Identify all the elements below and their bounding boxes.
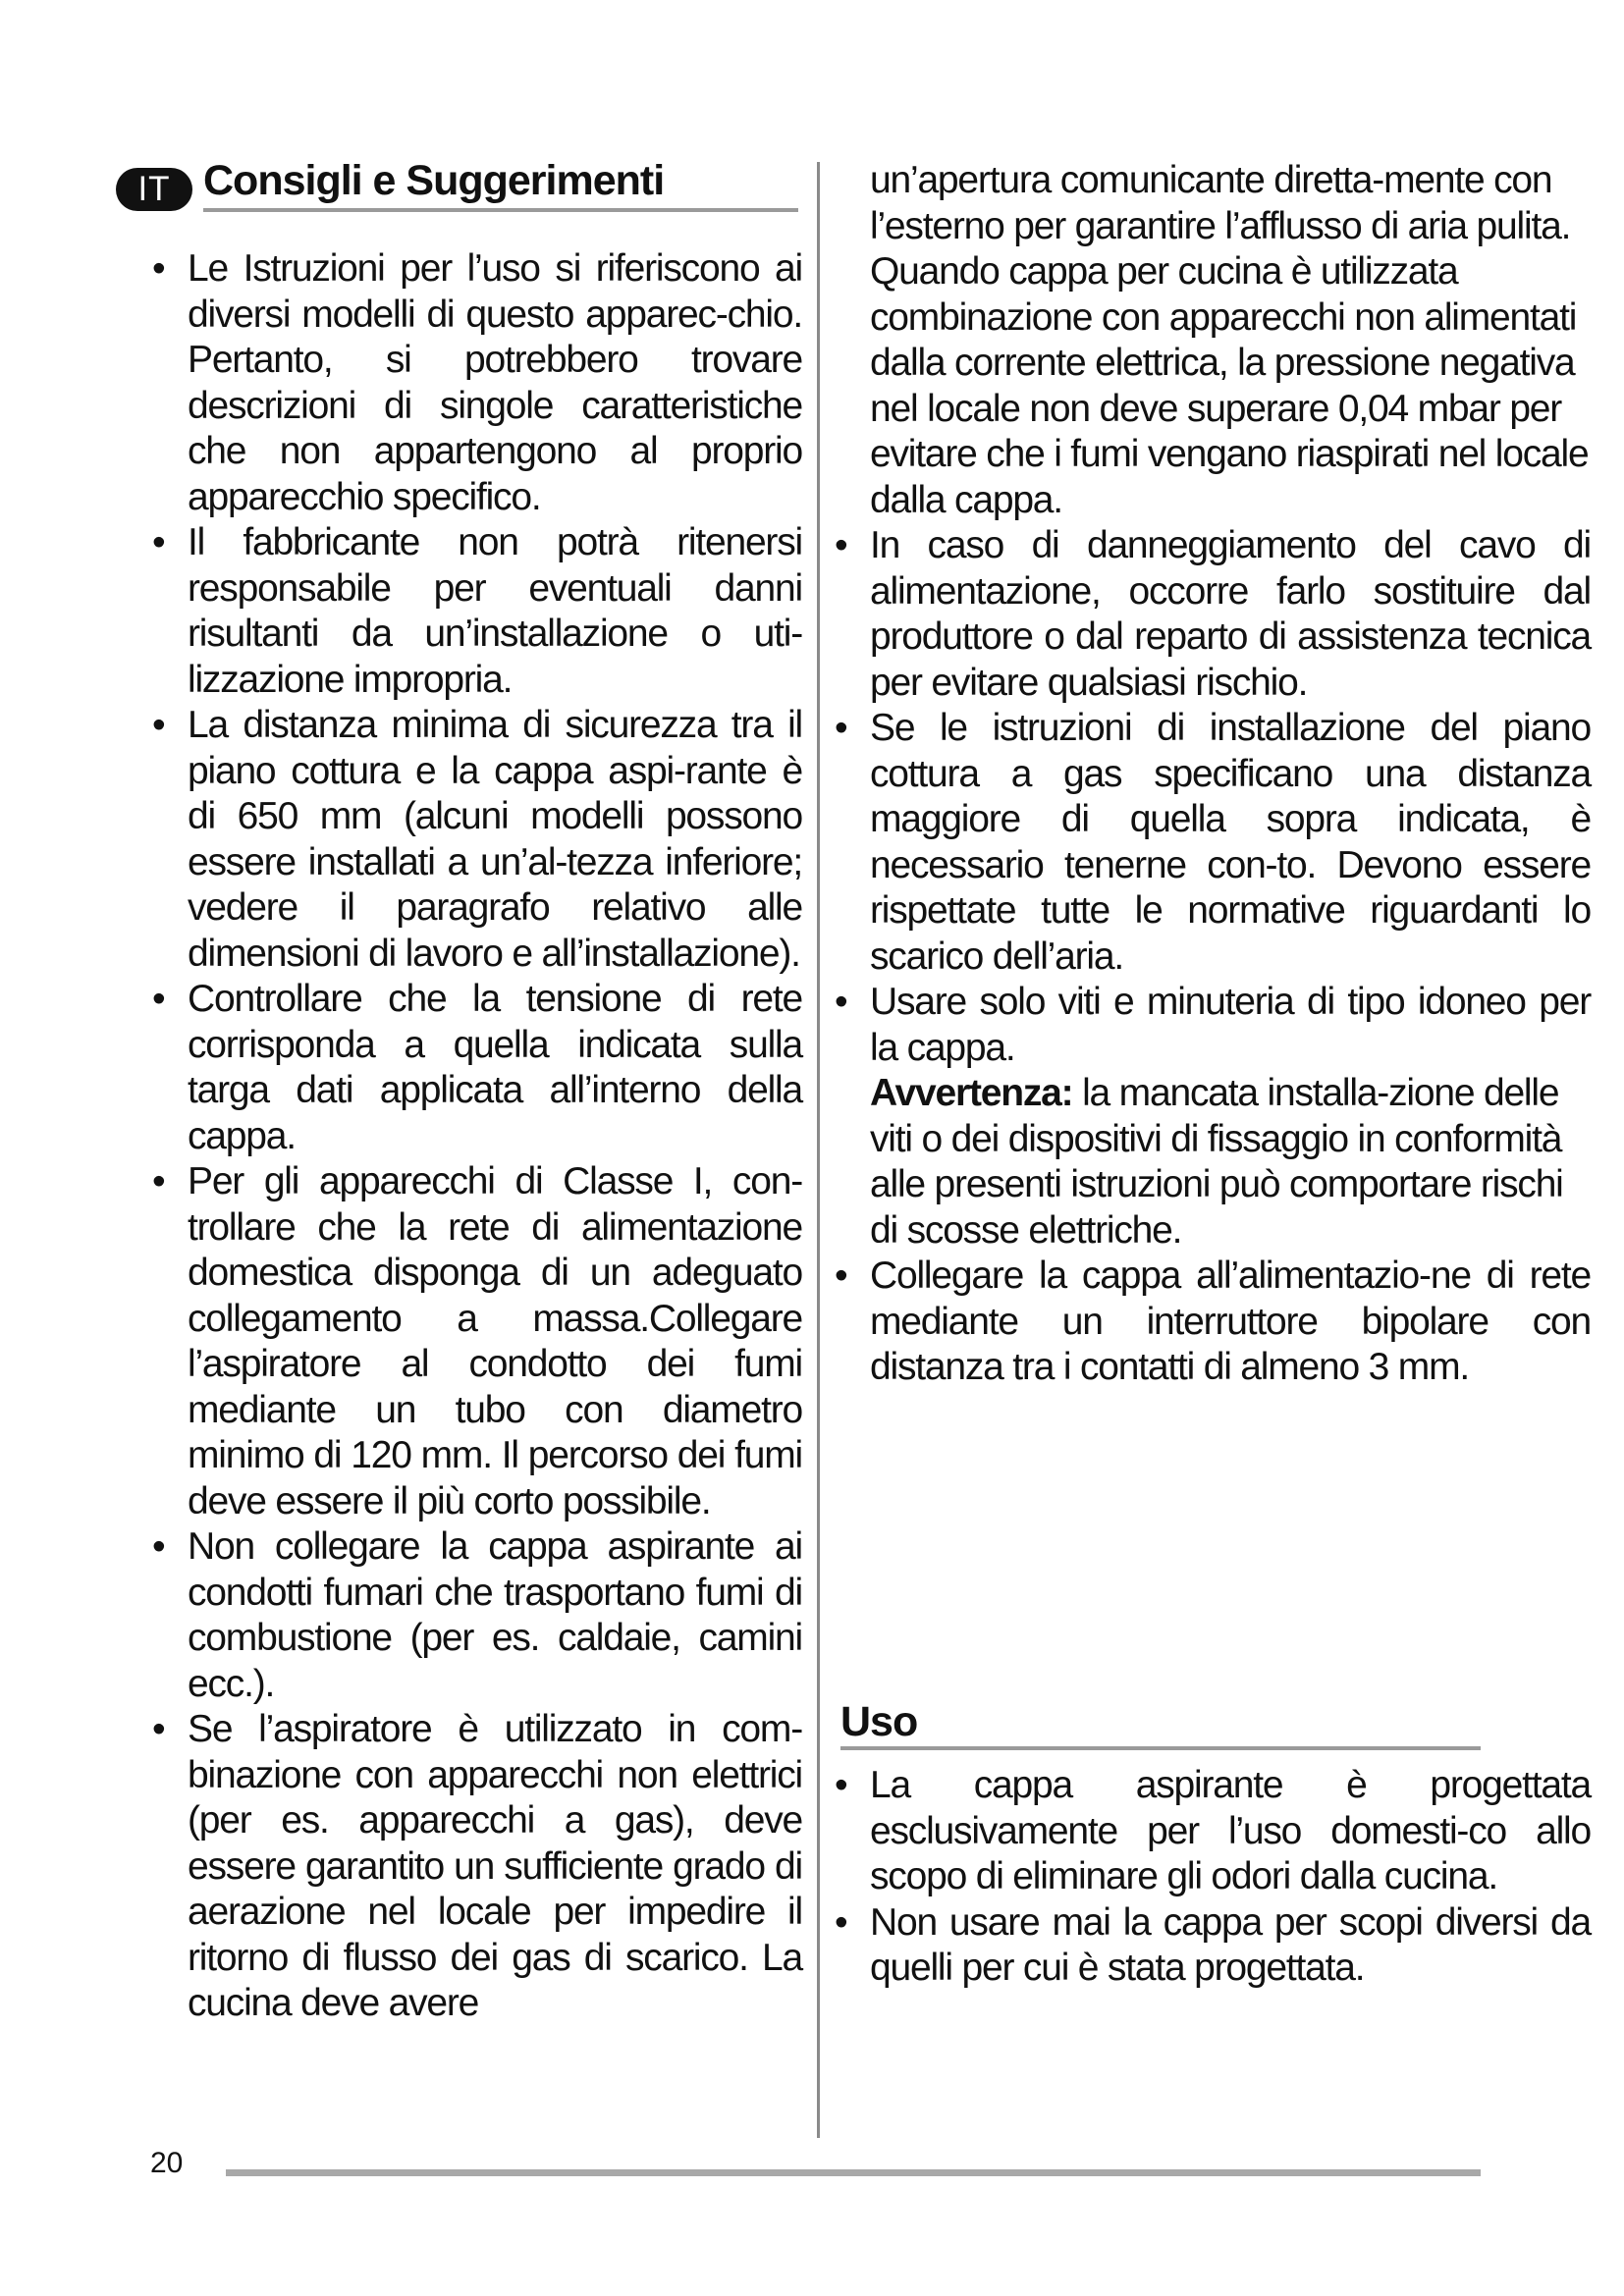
warning-label: Avvertenza: <box>870 1072 1073 1114</box>
language-badge: IT <box>116 168 192 211</box>
usage-underline <box>840 1746 1481 1750</box>
list-item: • Non collegare la cappa aspirante ai condotti fumari che trasportano fumi di combustione (per es. caldaie, camini ecc.). <box>152 1524 802 1707</box>
list-item: • La cappa aspirante è progettata esclusivamente per l’uso domesti-co allo scopo di eliminare gli odori dalla cucina. <box>835 1763 1591 1900</box>
title-underline <box>203 208 798 212</box>
list-item: • Controllare che la tensione di rete corrisponda a quella indicata sulla targa dati applicata all’interno della cappa. <box>152 977 802 1159</box>
warning-text: la mancata installa-zione delle viti o dei dispositivi di fissaggio in conformità alle presenti istruzioni può comportare rischi di scosse elettriche. <box>870 1072 1563 1252</box>
list-item: • In caso di danneggiamento del cavo di alimentazione, occorre farlo sostituire dal produttore o dal reparto di assistenza tecnica per evitare qualsiasi rischio. <box>835 523 1591 706</box>
column-divider <box>817 162 820 2138</box>
list-item: • Usare solo viti e minuteria di tipo idoneo per la cappa. <box>835 980 1591 1071</box>
list-item: • Non usare mai la cappa per scopi diversi da quelli per cui è stata progettata. <box>835 1900 1591 1992</box>
list-item: • Il fabbricante non potrà ritenersi responsabile per eventuali danni risultanti da un’installazione o uti-lizzazione impropria. <box>152 520 802 703</box>
list-item: • Collegare la cappa all’alimentazio-ne di rete mediante un interruttore bipolare con distanza tra i contatti di almeno 3 mm. <box>835 1254 1591 1391</box>
list-item: • Le Istruzioni per l’uso si riferiscono ai diversi modelli di questo apparec-chio. Pertanto, si potrebbero trovare descrizioni di singole caratteristiche che non appartengono al proprio apparecchio specifico. <box>152 246 802 520</box>
usage-list <box>835 1763 1591 1992</box>
left-column <box>152 246 802 2027</box>
list-item: • Se l’aspiratore è utilizzato in com-binazione con apparecchi non elettrici (per es. apparecchi a gas), deve essere garantito un sufficiente grado di aerazione nel locale per impedire il ritorno di flusso dei gas di scarico. La cucina deve avere <box>152 1707 802 2027</box>
page-number: 20 <box>150 2147 184 2179</box>
section-title: Consigli e Suggerimenti <box>203 157 665 204</box>
usage-heading: Uso <box>840 1698 918 1745</box>
list-item: • La distanza minima di sicurezza tra il piano cottura e la cappa aspi-rante è di 650 mm (alcuni modelli possono essere installati a un’al-tezza inferiore; vedere il paragrafo relativo alle dimensioni di lavoro e all’installazione). <box>152 703 802 977</box>
footer-rule <box>226 2169 1481 2176</box>
list-item: • Se le istruzioni di installazione del piano cottura a gas specificano una distanza maggiore di quella sopra indicata, è necessario tenerne con-to. Devono essere rispettate tutte le normative riguardanti lo scarico dell’aria. <box>835 706 1591 980</box>
right-column <box>835 158 1591 1391</box>
list-item: • Per gli apparecchi di Classe I, con-trollare che la rete di alimentazione domestica disponga di un adeguato collegamento a massa.Collegare l’aspiratore al condotto dei fumi mediante un tubo con diametro minimo di 120 mm. Il percorso dei fumi deve essere il più corto possibile. <box>152 1159 802 1524</box>
warning-paragraph <box>835 1071 1591 1254</box>
continued-paragraph: un’apertura comunicante diretta-mente con l’esterno per garantire l’afflusso di aria pulita. Quando cappa per cucina è utilizzata combinazione con apparecchi non alimentati dalla corrente elettrica, la pressione negativa nel locale non deve superare 0,04 mbar per evitare che i fumi vengano riaspirati nel locale dalla cappa. <box>870 159 1589 521</box>
